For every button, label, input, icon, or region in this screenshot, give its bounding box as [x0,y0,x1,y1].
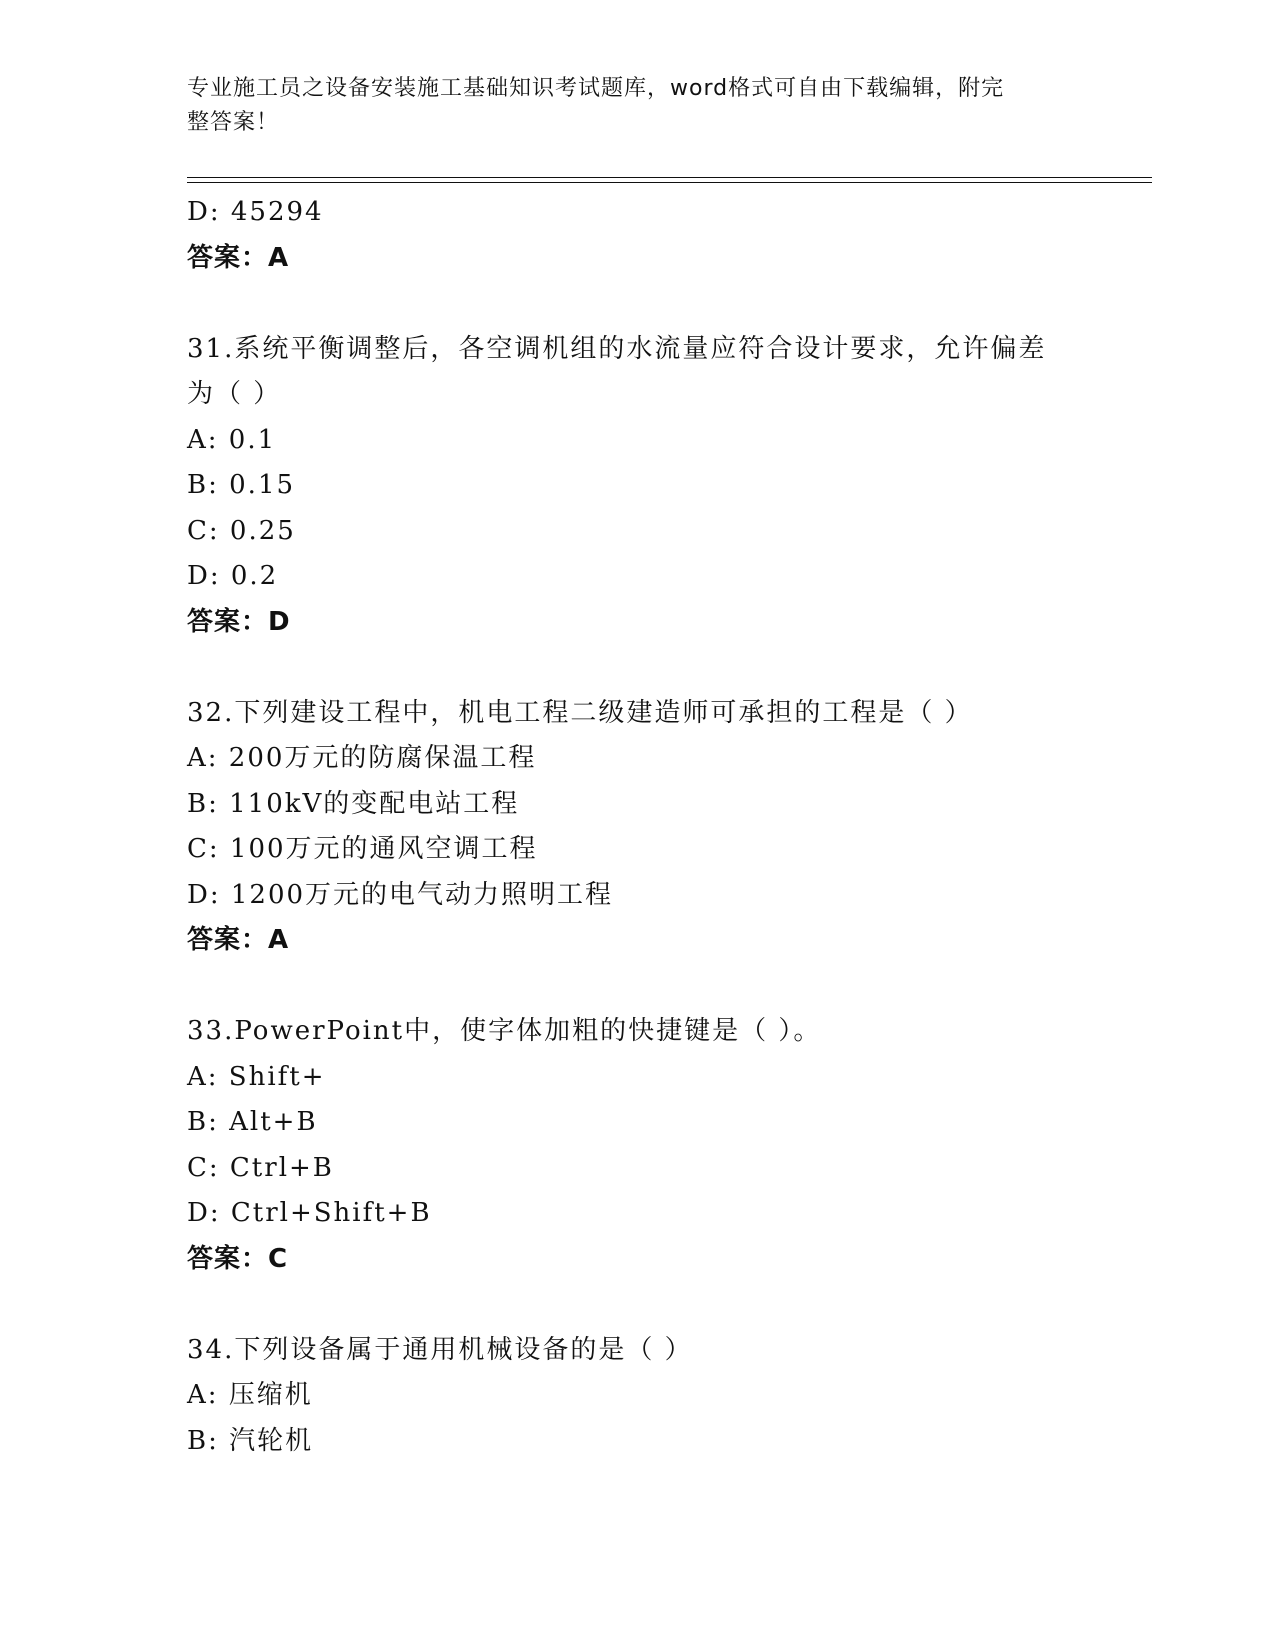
question-block-31 [187,327,1087,646]
question-block-32 [187,691,1087,964]
answer-line: 答案：D [187,606,291,637]
option-a: A: 压缩机 [187,1380,313,1410]
option-d: D: Ctrl+Shift+B [187,1198,432,1228]
header-divider-bottom [187,182,1152,183]
answer-line: 答案：A [187,242,290,273]
question-block-prev [187,190,1087,281]
document-header [187,72,1067,140]
option-d: D: 1200万元的电气动力照明工程 [187,879,614,910]
question-stem-continued: 为（ ） [187,379,282,409]
answer-line: 答案：A [187,925,290,955]
spacer [187,645,1087,691]
option-b: B: 110kV的变配电站工程 [187,788,520,819]
option-d: D: 45294 [187,197,324,227]
option-b: B: Alt+B [187,1107,318,1137]
question-stem: 33.PowerPoint中，使字体加粗的快捷键是（ ）。 [187,1016,822,1046]
question-block-33 [187,1009,1087,1282]
option-a: A: 0.1 [187,424,277,455]
question-block-34 [187,1328,1087,1465]
option-c: C: 100万元的通风空调工程 [187,834,538,864]
spacer [187,964,1087,1010]
option-c: C: 0.25 [187,515,296,546]
spacer [187,1282,1087,1328]
option-b: B: 汽轮机 [187,1425,314,1456]
question-stem: 31.系统平衡调整后，各空调机组的水流量应符合设计要求，允许偏差 [187,333,1047,364]
option-d: D: 0.2 [187,561,279,591]
answer-line: 答案：C [187,1243,289,1274]
question-stem: 32.下列建设工程中，机电工程二级建造师可承担的工程是（ ） [187,697,973,728]
question-stem: 34.下列设备属于通用机械设备的是（ ） [187,1334,693,1365]
option-b: B: 0.15 [187,470,296,500]
header-line-1: 专业施工员之设备安装施工基础知识考试题库，word格式可自由下载编辑，附完 [187,76,1005,101]
header-divider-top [187,177,1152,178]
option-a: A: Shift+ [187,1061,326,1092]
option-a: A: 200万元的防腐保温工程 [187,743,537,773]
header-line-2: 整答案！ [187,110,280,135]
spacer [187,281,1087,327]
option-c: C: Ctrl+B [187,1152,334,1183]
document-body [187,190,1087,1464]
